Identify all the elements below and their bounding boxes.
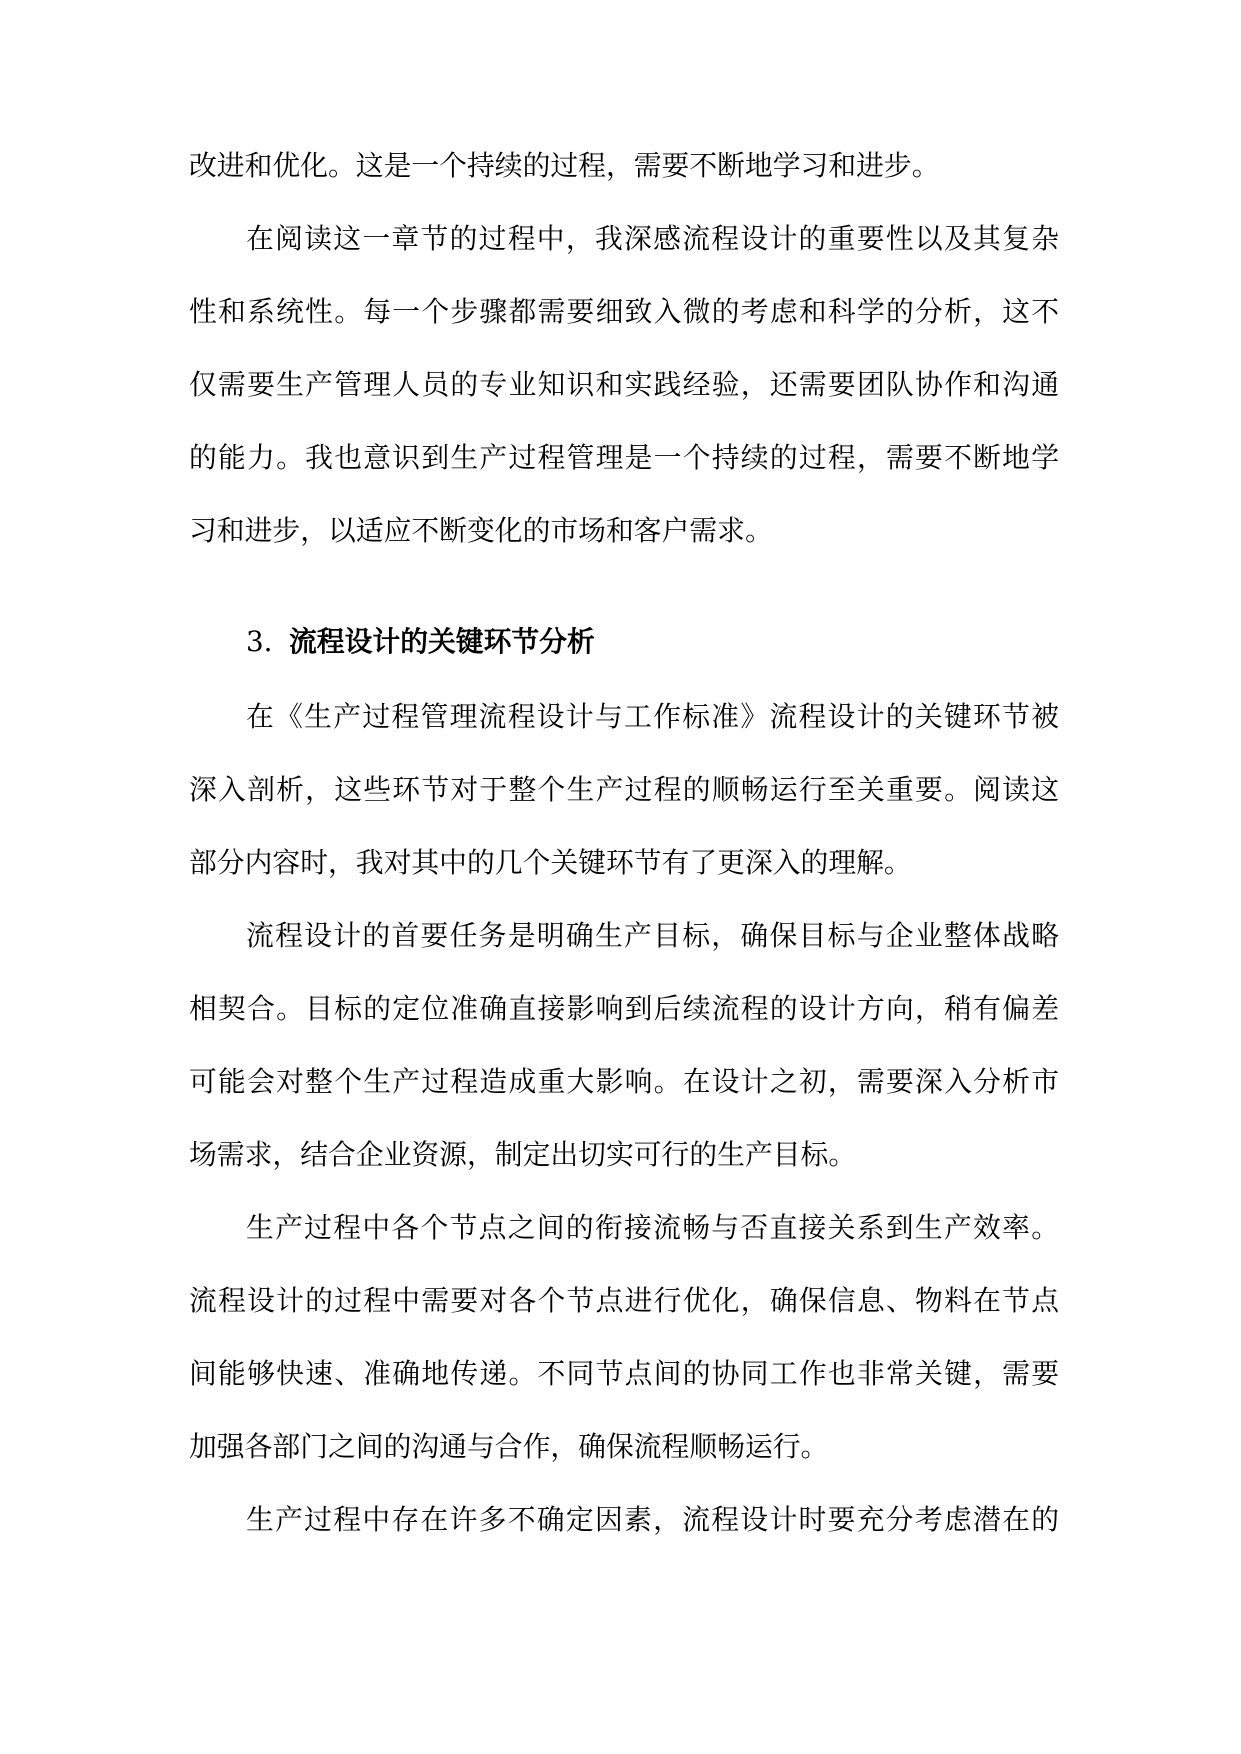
paragraph-line: 生产过程中各个节点之间的衔接流畅与否直接关系到生产效率。	[246, 1211, 1059, 1244]
paragraph-line: 相契合。目标的定位准确直接影响到后续流程的设计方向，稍有偏差	[189, 992, 1059, 1025]
paragraph-line: 在阅读这一章节的过程中，我深感流程设计的重要性以及其复杂	[246, 222, 1059, 255]
paragraph-line: 在《生产过程管理流程设计与工作标准》流程设计的关键环节被	[246, 700, 1059, 733]
paragraph-line: 可能会对整个生产过程造成重大影响。在设计之初，需要深入分析市	[189, 1065, 1059, 1098]
paragraph-line: 改进和优化。这是一个持续的过程，需要不断地学习和进步。	[189, 149, 940, 182]
paragraph-line: 加强各部门之间的沟通与合作，确保流程顺畅运行。	[189, 1430, 829, 1463]
paragraph-line: 性和系统性。每一个步骤都需要细致入微的考虑和科学的分析，这不	[189, 295, 1059, 328]
paragraph-line: 仅需要生产管理人员的专业知识和实践经验，还需要团队协作和沟通	[189, 368, 1059, 401]
paragraph-line: 的能力。我也意识到生产过程管理是一个持续的过程，需要不断地学	[189, 441, 1059, 474]
paragraph-line: 深入剖析，这些环节对于整个生产过程的顺畅运行至关重要。阅读这	[189, 773, 1059, 806]
paragraph-line: 流程设计的首要任务是明确生产目标，确保目标与企业整体战略	[246, 919, 1059, 952]
section-number: 3.	[246, 625, 273, 658]
paragraph-line: 部分内容时，我对其中的几个关键环节有了更深入的理解。	[189, 846, 912, 879]
paragraph-line: 习和进步，以适应不断变化的市场和客户需求。	[189, 514, 773, 547]
paragraph-line: 间能够快速、准确地传递。不同节点间的协同工作也非常关键，需要	[189, 1357, 1059, 1390]
paragraph-line: 流程设计的过程中需要对各个节点进行优化，确保信息、物料在节点	[189, 1284, 1059, 1317]
paragraph-line: 生产过程中存在许多不确定因素，流程设计时要充分考虑潜在的	[246, 1503, 1059, 1536]
section-title: 流程设计的关键环节分析	[289, 625, 595, 658]
paragraph-line: 场需求，结合企业资源，制定出切实可行的生产目标。	[189, 1138, 857, 1171]
section-heading	[246, 621, 595, 663]
